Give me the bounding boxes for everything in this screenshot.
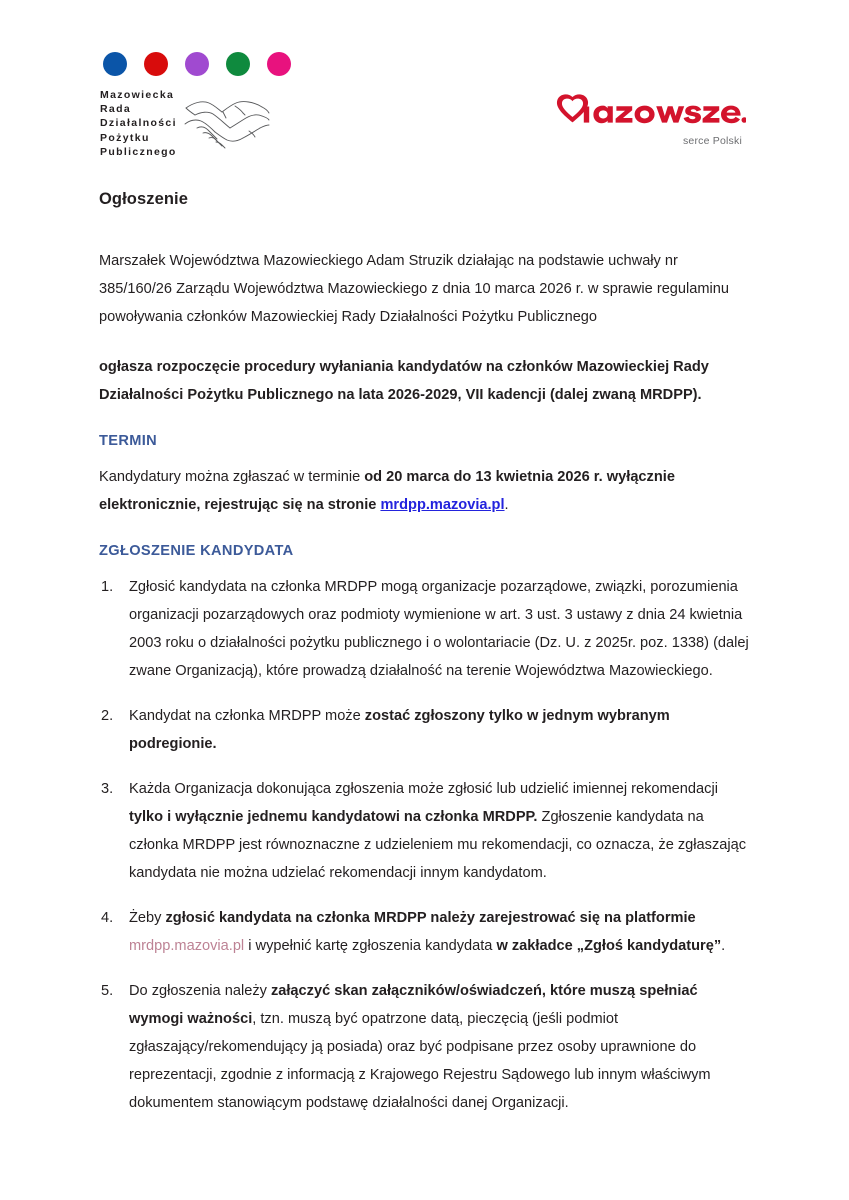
declaration-paragraph: ogłasza rozpoczęcie procedury wyłaniania kandydatów na członków Mazowieckiej Rady Działalności Pożytku Publicznego na lata 2026-2029, VII kadencji (dalej zwaną MRDPP).	[99, 359, 709, 403]
list-item	[99, 702, 750, 758]
dot-red-icon	[144, 52, 168, 76]
dot-magenta-icon	[267, 52, 291, 76]
list-item	[99, 775, 750, 887]
list-item-text: Każda Organizacja dokonująca zgłoszenia może zgłosić lub udzielić imiennej rekomendacji	[129, 781, 718, 797]
list-item	[99, 904, 750, 960]
mrdpp-platform-link[interactable]: mrdpp.mazovia.pl	[380, 497, 505, 513]
list-item-text: załączyć skan załączników/oświadczeń, które muszą spełniać wymogi ważności	[129, 983, 698, 1027]
mrdpp-logo-text	[100, 88, 177, 159]
mrdpp-logo-line-4: Pożytku	[100, 131, 150, 144]
dot-purple-icon	[185, 52, 209, 76]
list-item-text: tylko i wyłącznie jednemu kandydatowi na członka MRDPP.	[129, 809, 538, 825]
termin-text-plain-1: Kandydatury można zgłaszać w terminie	[99, 469, 365, 485]
intro-paragraph: Marszałek Województwa Mazowieckiego Adam Struzik działając na podstawie uchwały nr 385/160/26 Zarządu Województwa Mazowieckiego z dnia 10 marca 2026 r. w sprawie regulaminu powoływania członków Mazowieckiej Rady Działalności Pożytku Publicznego	[99, 253, 730, 325]
mrdpp-platform-link[interactable]: mrdpp.mazovia.pl	[129, 938, 245, 954]
document-body	[99, 190, 750, 1134]
list-item-text: Żeby	[129, 910, 166, 926]
list-item-text: Kandydat na członka MRDPP może	[129, 708, 365, 724]
termin-text-bold-1: od 20 marca do 13 kwietnia 2026 r. wyłącznie elektronicznie, rejestrując się na stronie	[99, 469, 675, 513]
list-item-text: i wypełnić kartę zgłoszenia kandydata	[244, 938, 497, 954]
handshake-icon	[183, 94, 271, 157]
mrdpp-logo-dots	[103, 52, 300, 76]
termin-paragraph	[99, 463, 750, 519]
section-heading-termin: TERMIN	[99, 433, 158, 449]
mrdpp-logo	[100, 52, 300, 159]
list-item-text: , tzn. muszą być opatrzone datą, pieczęcią (jeśli podmiot zgłaszający/rekomendujący ją posiada) oraz być podpisane przez osoby uprawnione do reprezentacji, zgodnie z informacją z Krajowego Rejestru Sądowego lub innym właściwym dokumentem stanowiącym podstawę działalności danej Organizacji.	[129, 1011, 711, 1111]
mrdpp-logo-line-3: Działalności	[100, 117, 177, 130]
list-item-text: zostać zgłoszony tylko w jednym wybranym podregionie.	[129, 708, 670, 752]
document-header	[0, 0, 849, 185]
list-item-text: Do zgłoszenia należy	[129, 983, 271, 999]
list-item-text: w zakładce „Zgłoś kandydaturę”	[496, 938, 722, 954]
mazowsze-logo	[556, 92, 756, 147]
list-item-text: zgłosić kandydata na członka MRDPP należy zarejestrować się na platformie	[165, 910, 696, 926]
page-title: Ogłoszenie	[99, 190, 189, 208]
mazowsze-wordmark-icon	[556, 92, 746, 134]
mrdpp-logo-line-1: Mazowiecka	[100, 89, 175, 101]
list-item	[99, 977, 750, 1117]
mazowsze-tagline: serce Polski	[682, 135, 742, 147]
dot-green-icon	[226, 52, 250, 76]
section-heading-zgloszenie: ZGŁOSZENIE KANDYDATA	[99, 543, 294, 559]
mrdpp-logo-line-5: Publicznego	[100, 145, 177, 158]
termin-text-plain-2: .	[504, 497, 509, 513]
list-item-text: .	[721, 938, 726, 954]
list-item	[99, 573, 750, 685]
zgloszenie-kandydata-list	[99, 573, 750, 1117]
mrdpp-logo-line-2: Rada	[100, 103, 132, 116]
list-item-text: Zgłosić kandydata na członka MRDPP mogą organizacje pozarządowe, związki, porozumienia organizacji pozarządowych oraz podmioty wymienione w art. 3 ust. 3 ustawy z dnia 24 kwietnia 2003 roku o działalności pożytku publicznego i o wolontariacie (Dz. U. z 2025r. poz. 1338) (dalej zwane Organizacją), które prowadzą działalność na terenie Województwa Mazowieckiego.	[129, 579, 749, 679]
list-item-text: Zgłoszenie kandydata na członka MRDPP jest równoznaczne z udzieleniem mu rekomendacji, co oznacza, że zgłaszając kandydata nie można udzielać rekomendacji innym kandydatom.	[129, 809, 747, 881]
dot-blue-icon	[103, 52, 127, 76]
